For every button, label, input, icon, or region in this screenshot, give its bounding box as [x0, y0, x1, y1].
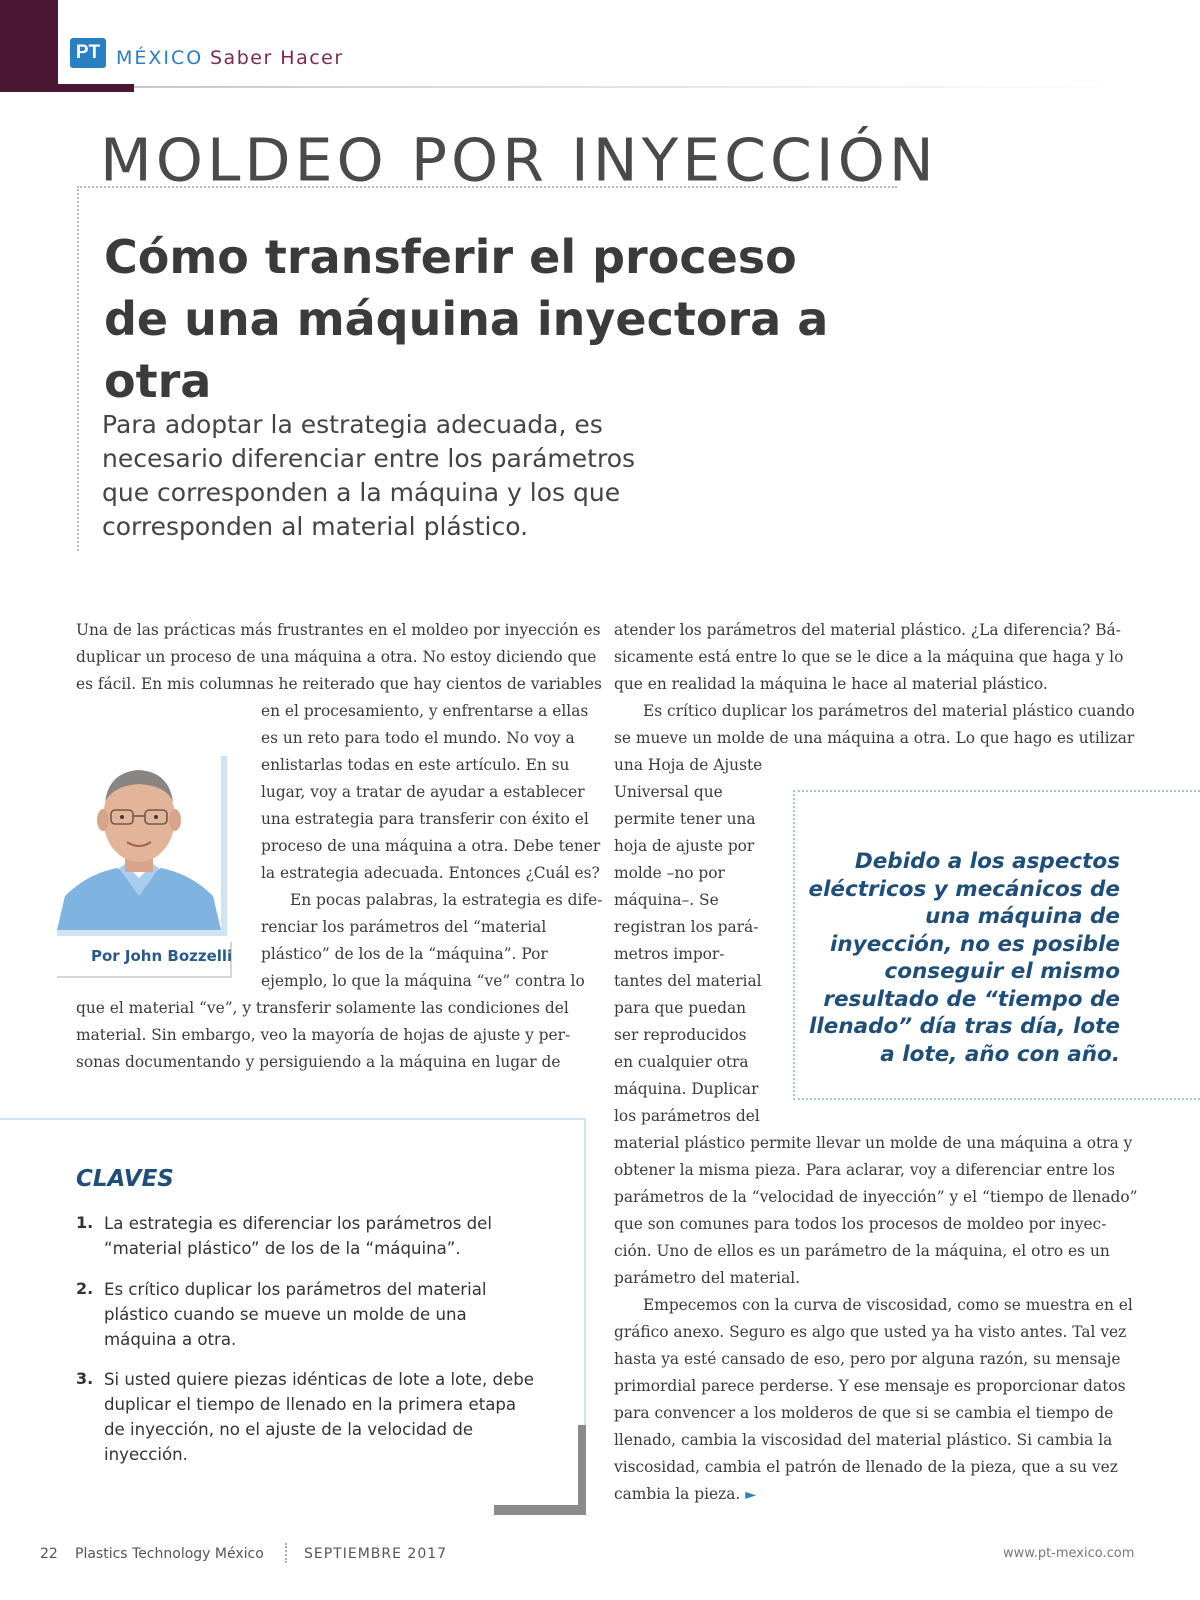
header-section: Saber Hacer	[210, 47, 344, 69]
pull-quote: Debido a los aspectos eléctricos y mecánicos de una máquina de inyección, no es posible conseguir el mismo resultado de “tiempo de llenado” día tras día, lote a lote, año con año.	[808, 849, 1120, 1067]
pt-logo: PT	[70, 38, 106, 68]
header-rule	[134, 86, 1134, 88]
body-line: tantes del material	[614, 972, 762, 990]
body-line: es un reto para todo el mundo. No voy a	[261, 729, 575, 747]
corner-accent-bar	[0, 0, 58, 92]
body-line: llenado, cambia la viscosidad del material plástico. Si cambia la	[614, 1431, 1113, 1449]
body-line: registran los pará-	[614, 918, 759, 936]
body-line: material. Sin embargo, veo la mayoría de hojas de ajuste y per-	[76, 1026, 571, 1044]
clave-text: Es crítico duplicar los parámetros del material plástico cuando se mueve un molde de una máquina a otra.	[104, 1280, 487, 1349]
clave-number: 1.	[76, 1213, 94, 1232]
body-line: primordial parece perderse. Y ese mensaje es proporcionar datos	[614, 1377, 1126, 1395]
footer-publication: Plastics Technology México	[75, 1546, 264, 1562]
body-line: hoja de ajuste por	[614, 837, 755, 855]
page-number: 22	[40, 1546, 58, 1562]
body-line: sonas documentando y persiguiendo a la máquina en lugar de	[76, 1053, 561, 1071]
deck-subtitle: Para adoptar la estrategia adecuada, es necesario diferenciar entre los parámetros que corresponden a la máquina y los que corresponden al material plástico.	[102, 410, 636, 541]
body-line: renciar los parámetros del “material	[261, 918, 547, 936]
body-line: ser reproducidos	[614, 1026, 747, 1044]
end-mark-icon: ►	[745, 1487, 756, 1503]
body-line: atender los parámetros del material plástico. ¿La diferencia? Bá-	[614, 621, 1121, 639]
header-country: MÉXICO	[116, 47, 204, 69]
body-line: molde –no por	[614, 864, 725, 882]
body-line: material plástico permite llevar un molde de una máquina a otra y	[614, 1134, 1133, 1152]
body-line: una Hoja de Ajuste	[614, 756, 763, 774]
headline-line-2: de una máquina inyectora a otra	[104, 292, 829, 408]
body-line: hasta ya esté cansado de eso, pero por alguna razón, su mensaje	[614, 1350, 1121, 1368]
clave-text: Si usted quiere piezas idénticas de lote a lote, debe duplicar el tiempo de llenado en la primera etapa de inyección, no el ajuste de la velocidad de inyección.	[104, 1370, 534, 1464]
body-line: en el procesamiento, y enfrentarse a ellas	[261, 702, 589, 720]
headline-line-1: Cómo transferir el proceso	[104, 230, 797, 284]
body-line: ción. Uno de ellos es un parámetro de la máquina, el otro es un	[614, 1242, 1110, 1260]
author-photo	[57, 756, 227, 936]
body-line: proceso de una máquina a otra. Debe tener	[261, 837, 601, 855]
body-line: Una de las prácticas más frustrantes en el moldeo por inyección es	[76, 621, 601, 639]
body-line: En pocas palabras, la estrategia es dife-	[290, 891, 603, 909]
body-line: máquina–. Se	[614, 891, 719, 909]
body-line: que son comunes para todos los procesos de moldeo por inyec-	[614, 1215, 1107, 1233]
headline	[104, 226, 904, 412]
author-byline: Por John Bozzelli	[91, 947, 233, 965]
body-line: duplicar un proceso de una máquina a otra. No estoy diciendo que	[76, 648, 597, 666]
claves-shadow-bottom	[494, 1505, 586, 1515]
body-line: los parámetros del	[614, 1107, 760, 1125]
body-line: se mueve un molde de una máquina a otra. Lo que hago es utilizar	[614, 729, 1135, 747]
body-line-last	[614, 1485, 756, 1503]
body-line: lugar, voy a tratar de ayudar a establecer	[261, 783, 585, 801]
body-line: permite tener una	[614, 810, 756, 828]
body-line: la estrategia adecuada. Entonces ¿Cuál es?	[261, 864, 600, 882]
footer-divider	[285, 1543, 287, 1563]
body-line: máquina. Duplicar	[614, 1080, 759, 1098]
body-line: gráfico anexo. Seguro es algo que usted ya ha visto antes. Tal vez	[614, 1323, 1127, 1341]
body-line: Empecemos con la curva de viscosidad, como se muestra en el	[643, 1296, 1133, 1314]
body-line: en cualquier otra	[614, 1053, 749, 1071]
clave-text: La estrategia es diferenciar los parámetros del “material plástico” de los de la “máquina”.	[104, 1214, 492, 1258]
clave-number: 3.	[76, 1369, 94, 1388]
body-line-text: cambia la pieza.	[614, 1485, 741, 1503]
body-line: viscosidad, cambia el patrón de llenado de la pieza, que a su vez	[614, 1458, 1118, 1476]
body-line: Es crítico duplicar los parámetros del material plástico cuando	[643, 702, 1135, 720]
body-line: obtener la misma pieza. Para aclarar, voy a diferenciar entre los	[614, 1161, 1116, 1179]
body-line: es fácil. En mis columnas he reiterado que hay cientos de variables	[76, 675, 602, 693]
section-title: MOLDEO POR INYECCIÓN	[100, 126, 938, 196]
body-line: que el material “ve”, y transferir solamente las condiciones del	[76, 999, 569, 1017]
clave-number: 2.	[76, 1279, 94, 1298]
claves-shadow-right	[578, 1425, 586, 1515]
body-line: Universal que	[614, 783, 723, 801]
body-line: que en realidad la máquina le hace al material plástico.	[614, 675, 1048, 693]
body-line: ejemplo, lo que la máquina “ve” contra lo	[261, 972, 585, 990]
body-line: metros impor-	[614, 945, 725, 963]
body-line: para convencer a los molderos de que si se cambia el tiempo de	[614, 1404, 1114, 1422]
footer-url[interactable]: www.pt-mexico.com	[1003, 1546, 1135, 1561]
body-line: sicamente está entre lo que se le dice a la máquina que haga y lo	[614, 648, 1124, 666]
body-line: enlistarlas todas en este artículo. En su	[261, 756, 570, 774]
claves-title: CLAVES	[76, 1166, 174, 1192]
body-line: parámetros de la “velocidad de inyección” y el “tiempo de llenado”	[614, 1188, 1138, 1206]
body-line: una estrategia para transferir con éxito el	[261, 810, 589, 828]
body-line: plástico” de los de la “máquina”. Por	[261, 945, 548, 963]
corner-accent-underline	[58, 84, 134, 92]
footer-issue: SEPTIEMBRE 2017	[304, 1546, 448, 1562]
body-line: parámetro del material.	[614, 1269, 801, 1287]
body-line: para que puedan	[614, 999, 747, 1017]
